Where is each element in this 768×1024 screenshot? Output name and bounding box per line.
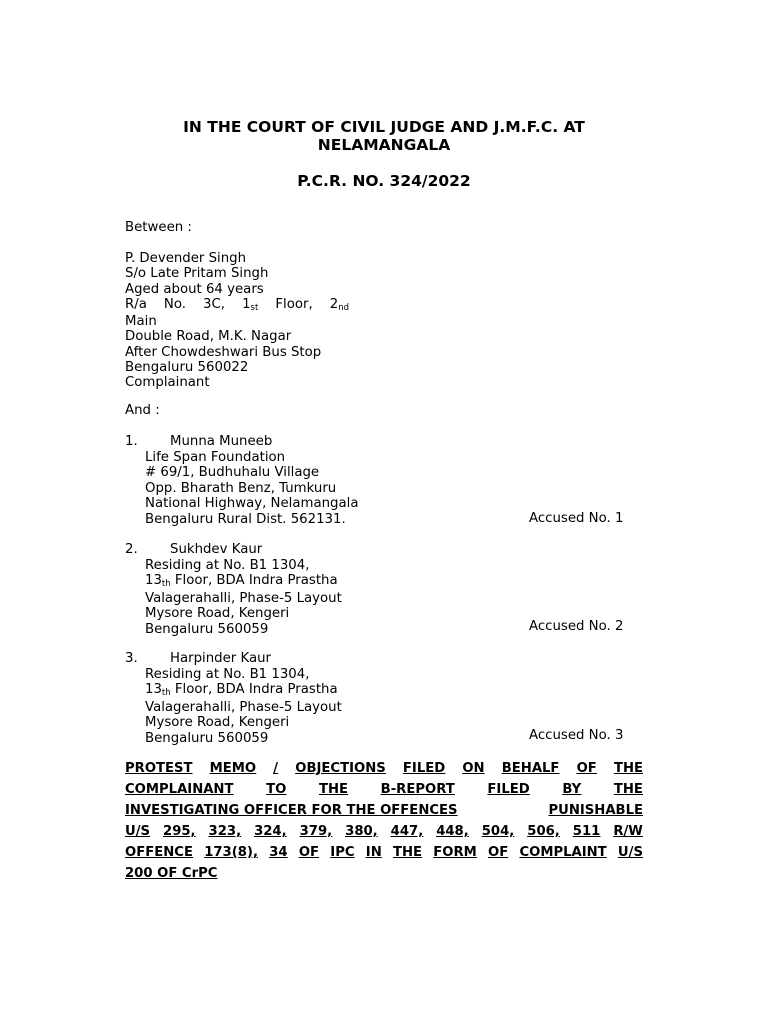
memo-line-1 [125, 758, 643, 779]
complainant-address-line1 [125, 297, 349, 314]
memo-word: B-REPORT [380, 782, 455, 797]
memo-word: U/S [125, 824, 151, 839]
complainant-relation: S/o Late Pritam Singh [125, 266, 269, 282]
accused-3-line: Mysore Road, Kengeri [145, 715, 290, 730]
memo-word: R/W [613, 824, 643, 839]
accused-2-floor-rest: Floor, BDA Indra Prastha [170, 573, 338, 588]
memo-word: THE [392, 845, 423, 860]
accused-3-block [125, 651, 624, 746]
accused-2-floor-sup: th [161, 579, 171, 589]
and-label [125, 403, 160, 418]
memo-word: 447, [390, 824, 424, 839]
accused-2-floor-line [125, 573, 342, 591]
complainant-address-main: Main [125, 314, 157, 330]
memo-word: 380, [345, 824, 378, 839]
memo-word: FORM [433, 845, 477, 860]
accused-3-floor-line [125, 682, 342, 700]
accused-1-line: Bengaluru Rural Dist. 562131. [145, 511, 346, 527]
complainant-address-road: Double Road, M.K. Nagar [125, 329, 292, 345]
accused-3-floor-sup: th [161, 688, 171, 698]
memo-word: PROTEST [125, 761, 193, 776]
memo-word: THE [318, 782, 349, 797]
memo-word: COMPLAINT [519, 845, 607, 860]
accused-1-line: # 69/1, Budhuhalu Village [145, 465, 320, 480]
complainant-address-city: Bengaluru 560022 [125, 360, 249, 376]
accused-1-line: Opp. Bharath Benz, Tumkuru [145, 480, 337, 496]
memo-line-2 [125, 779, 643, 800]
accused-3-line: Valagerahalli, Phase-5 Layout [145, 699, 342, 715]
memo-word: OF [487, 845, 509, 860]
accused-1-line: National Highway, Nelamangala [145, 496, 359, 511]
addr-ra: R/a [125, 296, 147, 312]
memo-word: 506, [527, 824, 560, 839]
addr-floor: Floor, [275, 296, 313, 312]
complainant-name: P. Devender Singh [125, 251, 247, 266]
addr-first [242, 297, 258, 314]
memo-word: OBJECTIONS [295, 761, 386, 776]
accused-3-number: 3. [125, 651, 138, 666]
memo-word: INVESTIGATING OFFICER FOR THE OFFENCES [125, 803, 458, 818]
memo-word: / [273, 761, 279, 776]
memo-word: 511 [572, 824, 601, 839]
accused-1-name: Munna Muneeb [170, 434, 273, 449]
memo-word: 504, [481, 824, 515, 839]
case-number: P.C.R. NO. 324/2022 [297, 172, 471, 190]
accused-1-header [125, 434, 358, 450]
memo-word: U/S [617, 845, 643, 860]
court-title [120, 118, 648, 154]
memo-word: 324, [254, 824, 287, 839]
memo-word: OFFENCE [125, 845, 193, 860]
memo-line-3 [125, 800, 643, 821]
accused-2-header [125, 542, 342, 558]
accused-3-line: Residing at No. B1 1304, [145, 666, 310, 682]
accused-1-line: Life Span Foundation [145, 449, 286, 465]
accused-2-tag: Accused No. 2 [529, 619, 624, 634]
memo-word: COMPLAINANT [125, 782, 234, 797]
complainant-address-stop: After Chowdeshwari Bus Stop [125, 344, 322, 360]
court-title-line1: IN THE COURT OF CIVIL JUDGE AND J.M.F.C. AT [183, 118, 585, 136]
accused-2-line: Bengaluru 560059 [145, 621, 269, 637]
between-label-text: Between : [125, 220, 192, 235]
memo-word: ON [462, 761, 485, 776]
accused-3-name: Harpinder Kaur [170, 651, 272, 666]
memo-word: FILED [402, 761, 446, 776]
memo-word: IN [365, 845, 382, 860]
memo-word: 379, [299, 824, 333, 839]
memo-line-4 [125, 821, 643, 842]
accused-2-block [125, 542, 624, 637]
accused-2-floor-num: 13 [145, 573, 162, 588]
accused-2-name: Sukhdev Kaur [170, 542, 263, 557]
accused-3-header [125, 651, 342, 667]
memo-word: IPC [330, 845, 355, 860]
accused-1-number: 1. [125, 434, 138, 449]
memo-word: OF [298, 845, 320, 860]
memo-word: BEHALF [501, 761, 560, 776]
memo-line-6: 200 OF CrPC [125, 866, 218, 881]
accused-3-floor-rest: Floor, BDA Indra Prastha [170, 682, 338, 697]
accused-3-tag: Accused No. 3 [529, 728, 624, 743]
and-label-text: And : [125, 403, 160, 418]
memo-word: 295, [163, 824, 196, 839]
memo-word: TO [266, 782, 287, 797]
accused-2-line: Mysore Road, Kengeri [145, 606, 290, 621]
addr-second-sup: nd [338, 302, 349, 313]
addr-first-num: 1 [242, 296, 251, 312]
accused-2-line: Residing at No. B1 1304, [145, 557, 310, 573]
memo-word: THE [613, 761, 643, 776]
addr-no: No. [163, 296, 186, 312]
memo-word: THE [613, 782, 643, 797]
between-label [125, 220, 192, 235]
memo-word: 173(8), [204, 845, 258, 860]
memo-word: OF [576, 761, 597, 776]
addr-3c: 3C, [203, 296, 226, 312]
memo-word: PUNISHABLE [548, 803, 643, 818]
addr-first-sup: st [250, 302, 259, 313]
memo-line-5 [125, 842, 643, 863]
accused-1-tag: Accused No. 1 [529, 511, 624, 526]
accused-1-block [125, 434, 624, 527]
memo-word: BY [562, 782, 582, 797]
memo-word: FILED [487, 782, 530, 797]
complainant-role: Complainant [125, 375, 210, 391]
memo-heading [125, 758, 643, 884]
complainant-age: Aged about 64 years [125, 281, 264, 297]
court-title-line2: NELAMANGALA [317, 136, 451, 154]
addr-second [330, 297, 349, 314]
accused-2-number: 2. [125, 542, 138, 557]
memo-word: 448, [436, 824, 469, 839]
memo-word: 323, [208, 824, 242, 839]
memo-word: MEMO [209, 761, 257, 776]
accused-3-line: Bengaluru 560059 [145, 730, 269, 746]
accused-2-line: Valagerahalli, Phase-5 Layout [145, 590, 342, 606]
memo-word: 34 [269, 845, 288, 860]
complainant-block [125, 251, 349, 391]
accused-3-floor-num: 13 [145, 682, 162, 697]
addr-second-num: 2 [329, 296, 339, 312]
